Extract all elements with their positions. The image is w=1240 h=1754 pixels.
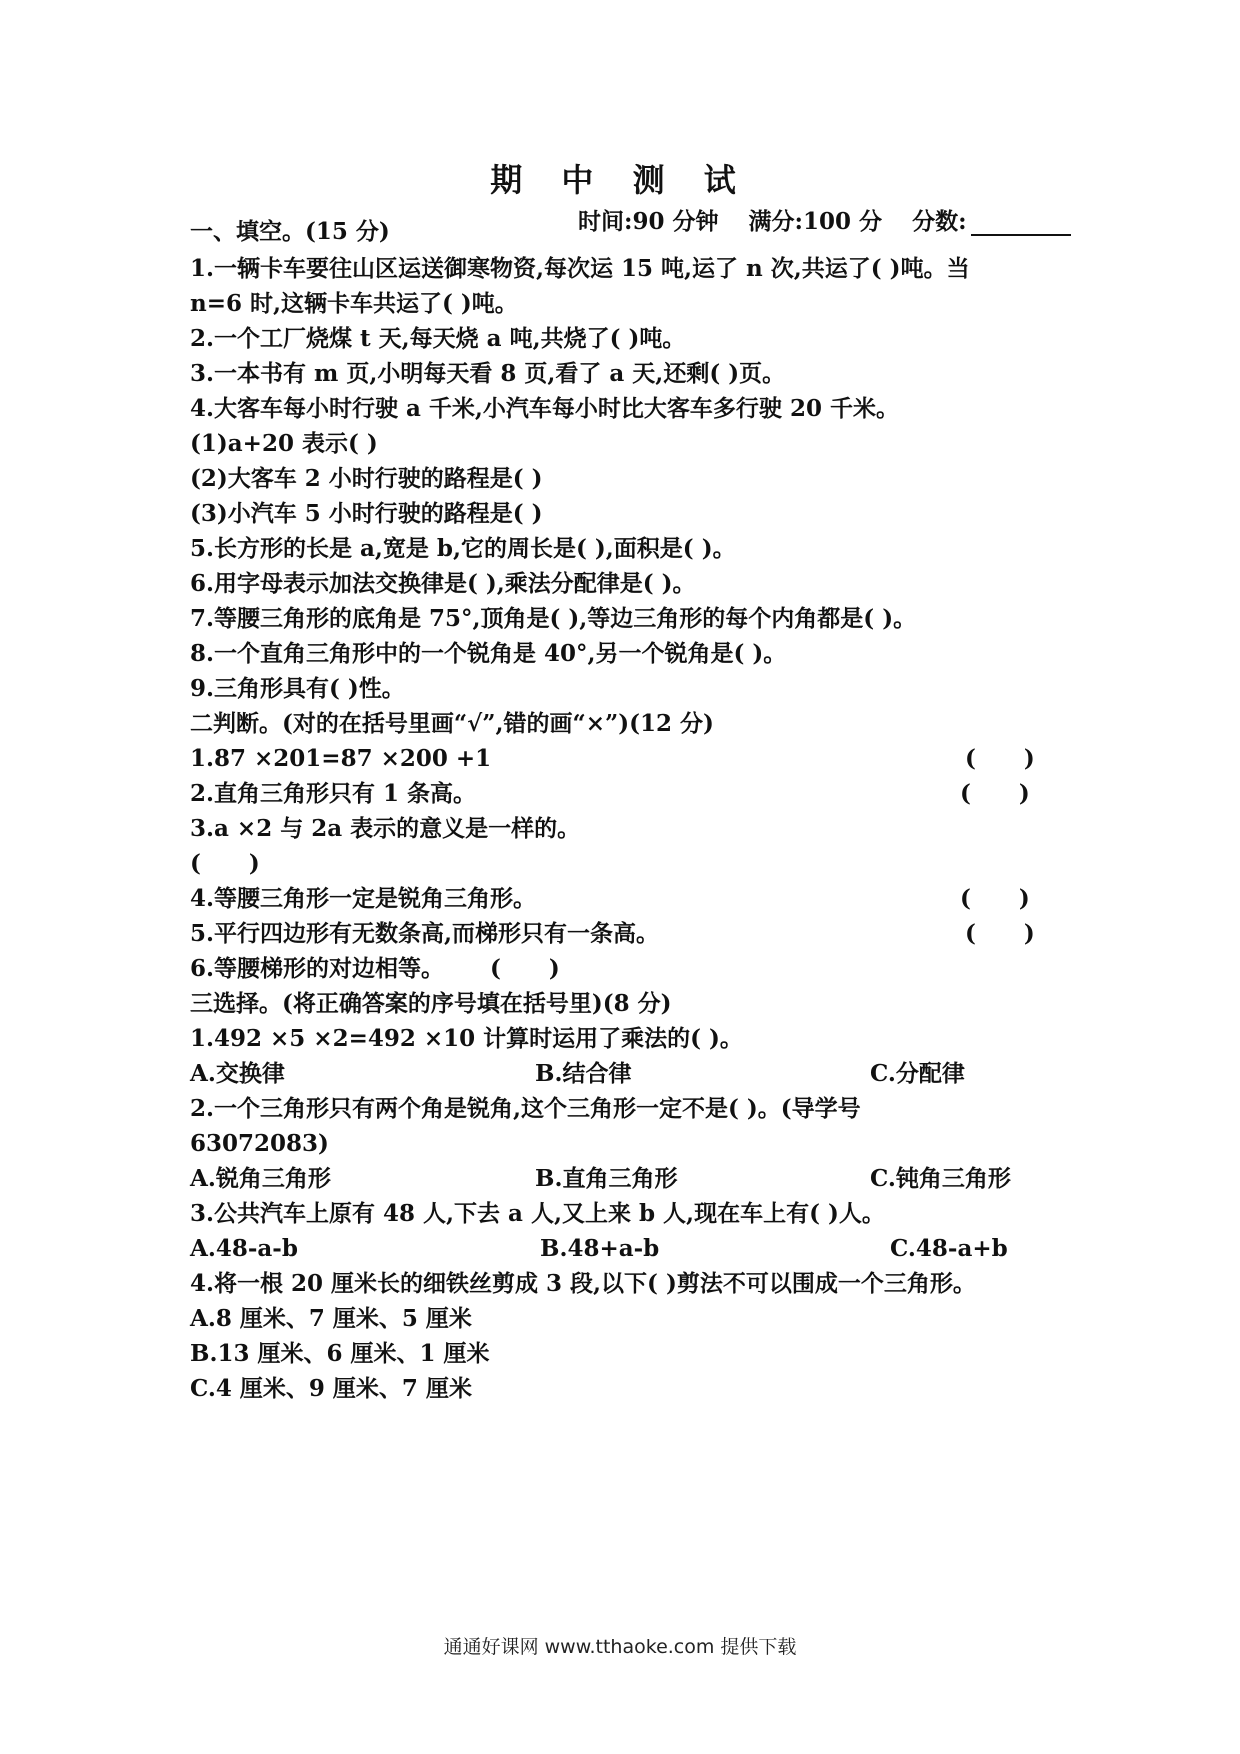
footer-credit: 通通好课网 www.tthaoke.com 提供下载 bbox=[443, 1636, 797, 1658]
s1-q6: 6.用字母表示加法交换律是( ),乘法分配律是( )。 bbox=[190, 570, 696, 597]
score-blank[interactable] bbox=[971, 212, 1071, 236]
s3-q1: 1.492 ×5 ×2=492 ×10 计算时运用了乘法的( )。 bbox=[190, 1025, 743, 1052]
s3-q2-option-a[interactable]: A.锐角三角形 bbox=[190, 1165, 331, 1192]
page-title: 期 中 测 试 bbox=[490, 161, 750, 199]
s3-q3: 3.公共汽车上原有 48 人,下去 a 人,又上来 b 人,现在车上有( )人。 bbox=[190, 1200, 885, 1227]
section-1-heading: 一、填空。(15 分) bbox=[190, 218, 390, 245]
section-2-heading: 二判断。(对的在括号里画“√”,错的画“×”)(12 分) bbox=[190, 710, 714, 737]
s3-q1-option-b[interactable]: B.结合律 bbox=[535, 1060, 632, 1087]
s3-q3-option-b[interactable]: B.48+a-b bbox=[540, 1235, 660, 1262]
s2-q4: 4.等腰三角形一定是锐角三角形。 bbox=[190, 885, 537, 912]
s1-q8: 8.一个直角三角形中的一个锐角是 40°,另一个锐角是( )。 bbox=[190, 640, 787, 667]
exam-meta bbox=[578, 203, 1058, 236]
s3-q3-option-c[interactable]: C.48-a+b bbox=[890, 1235, 1008, 1262]
s2-q6: 6.等腰梯形的对边相等。 bbox=[190, 955, 445, 982]
time-limit: 时间:90 分钟 bbox=[578, 208, 719, 235]
s2-q6-answer[interactable]: ( ) bbox=[490, 955, 560, 982]
s3-q1-options bbox=[190, 1059, 1070, 1089]
s3-q2-options bbox=[190, 1164, 1070, 1194]
s2-q5-answer[interactable]: ( ) bbox=[965, 920, 1035, 947]
s1-q1-line1: 1.一辆卡车要往山区运送御寒物资,每次运 15 吨,运了 n 次,共运了( )吨。当 bbox=[190, 255, 970, 282]
s3-q4: 4.将一根 20 厘米长的细铁丝剪成 3 段,以下( )剪法不可以围成一个三角形。 bbox=[190, 1270, 976, 1297]
s3-q2-option-c[interactable]: C.钝角三角形 bbox=[870, 1165, 1011, 1192]
s1-q9: 9.三角形具有( )性。 bbox=[190, 675, 405, 702]
s3-q2-line1: 2.一个三角形只有两个角是锐角,这个三角形一定不是( )。(导学号 bbox=[190, 1095, 861, 1122]
s1-q2: 2.一个工厂烧煤 t 天,每天烧 a 吨,共烧了( )吨。 bbox=[190, 325, 686, 352]
s3-q2-option-b[interactable]: B.直角三角形 bbox=[535, 1165, 678, 1192]
section-3-heading: 三选择。(将正确答案的序号填在括号里)(8 分) bbox=[190, 990, 672, 1017]
s1-q4-2: (2)大客车 2 小时行驶的路程是( ) bbox=[190, 465, 543, 492]
s1-q3: 3.一本书有 m 页,小明每天看 8 页,看了 a 天,还剩( )页。 bbox=[190, 360, 786, 387]
score-label: 分数: bbox=[912, 203, 1093, 236]
s2-q2: 2.直角三角形只有 1 条高。 bbox=[190, 780, 477, 807]
s2-q5: 5.平行四边形有无数条高,而梯形只有一条高。 bbox=[190, 920, 660, 947]
s1-q4-3: (3)小汽车 5 小时行驶的路程是( ) bbox=[190, 500, 543, 527]
full-score: 满分:100 分 bbox=[748, 208, 883, 235]
s3-q4-option-c[interactable]: C.4 厘米、9 厘米、7 厘米 bbox=[190, 1375, 472, 1402]
s2-q3-answer[interactable]: ( ) bbox=[190, 850, 260, 877]
s1-q4-1: (1)a+20 表示( ) bbox=[190, 430, 378, 457]
s3-q3-options bbox=[190, 1234, 1070, 1264]
s3-q4-option-b[interactable]: B.13 厘米、6 厘米、1 厘米 bbox=[190, 1340, 490, 1367]
s2-q3: 3.a ×2 与 2a 表示的意义是一样的。 bbox=[190, 815, 581, 842]
s2-q1-answer[interactable]: ( ) bbox=[965, 745, 1035, 772]
s3-q4-option-a[interactable]: A.8 厘米、7 厘米、5 厘米 bbox=[190, 1305, 472, 1332]
s2-q1: 1.87 ×201=87 ×200 +1 bbox=[190, 745, 492, 772]
s3-q3-option-a[interactable]: A.48-a-b bbox=[190, 1235, 298, 1262]
s1-q4: 4.大客车每小时行驶 a 千米,小汽车每小时比大客车多行驶 20 千米。 bbox=[190, 395, 899, 422]
s1-q1-line2: n=6 时,这辆卡车共运了( )吨。 bbox=[190, 290, 518, 317]
s1-q7: 7.等腰三角形的底角是 75°,顶角是( ),等边三角形的每个内角都是( )。 bbox=[190, 605, 917, 632]
s3-q2-line2: 63072083) bbox=[190, 1130, 329, 1157]
s1-q5: 5.长方形的长是 a,宽是 b,它的周长是( ),面积是( )。 bbox=[190, 535, 736, 562]
s3-q1-option-c[interactable]: C.分配律 bbox=[870, 1060, 965, 1087]
s2-q4-answer[interactable]: ( ) bbox=[960, 885, 1030, 912]
s2-q2-answer[interactable]: ( ) bbox=[960, 780, 1030, 807]
s3-q1-option-a[interactable]: A.交换律 bbox=[190, 1060, 285, 1087]
